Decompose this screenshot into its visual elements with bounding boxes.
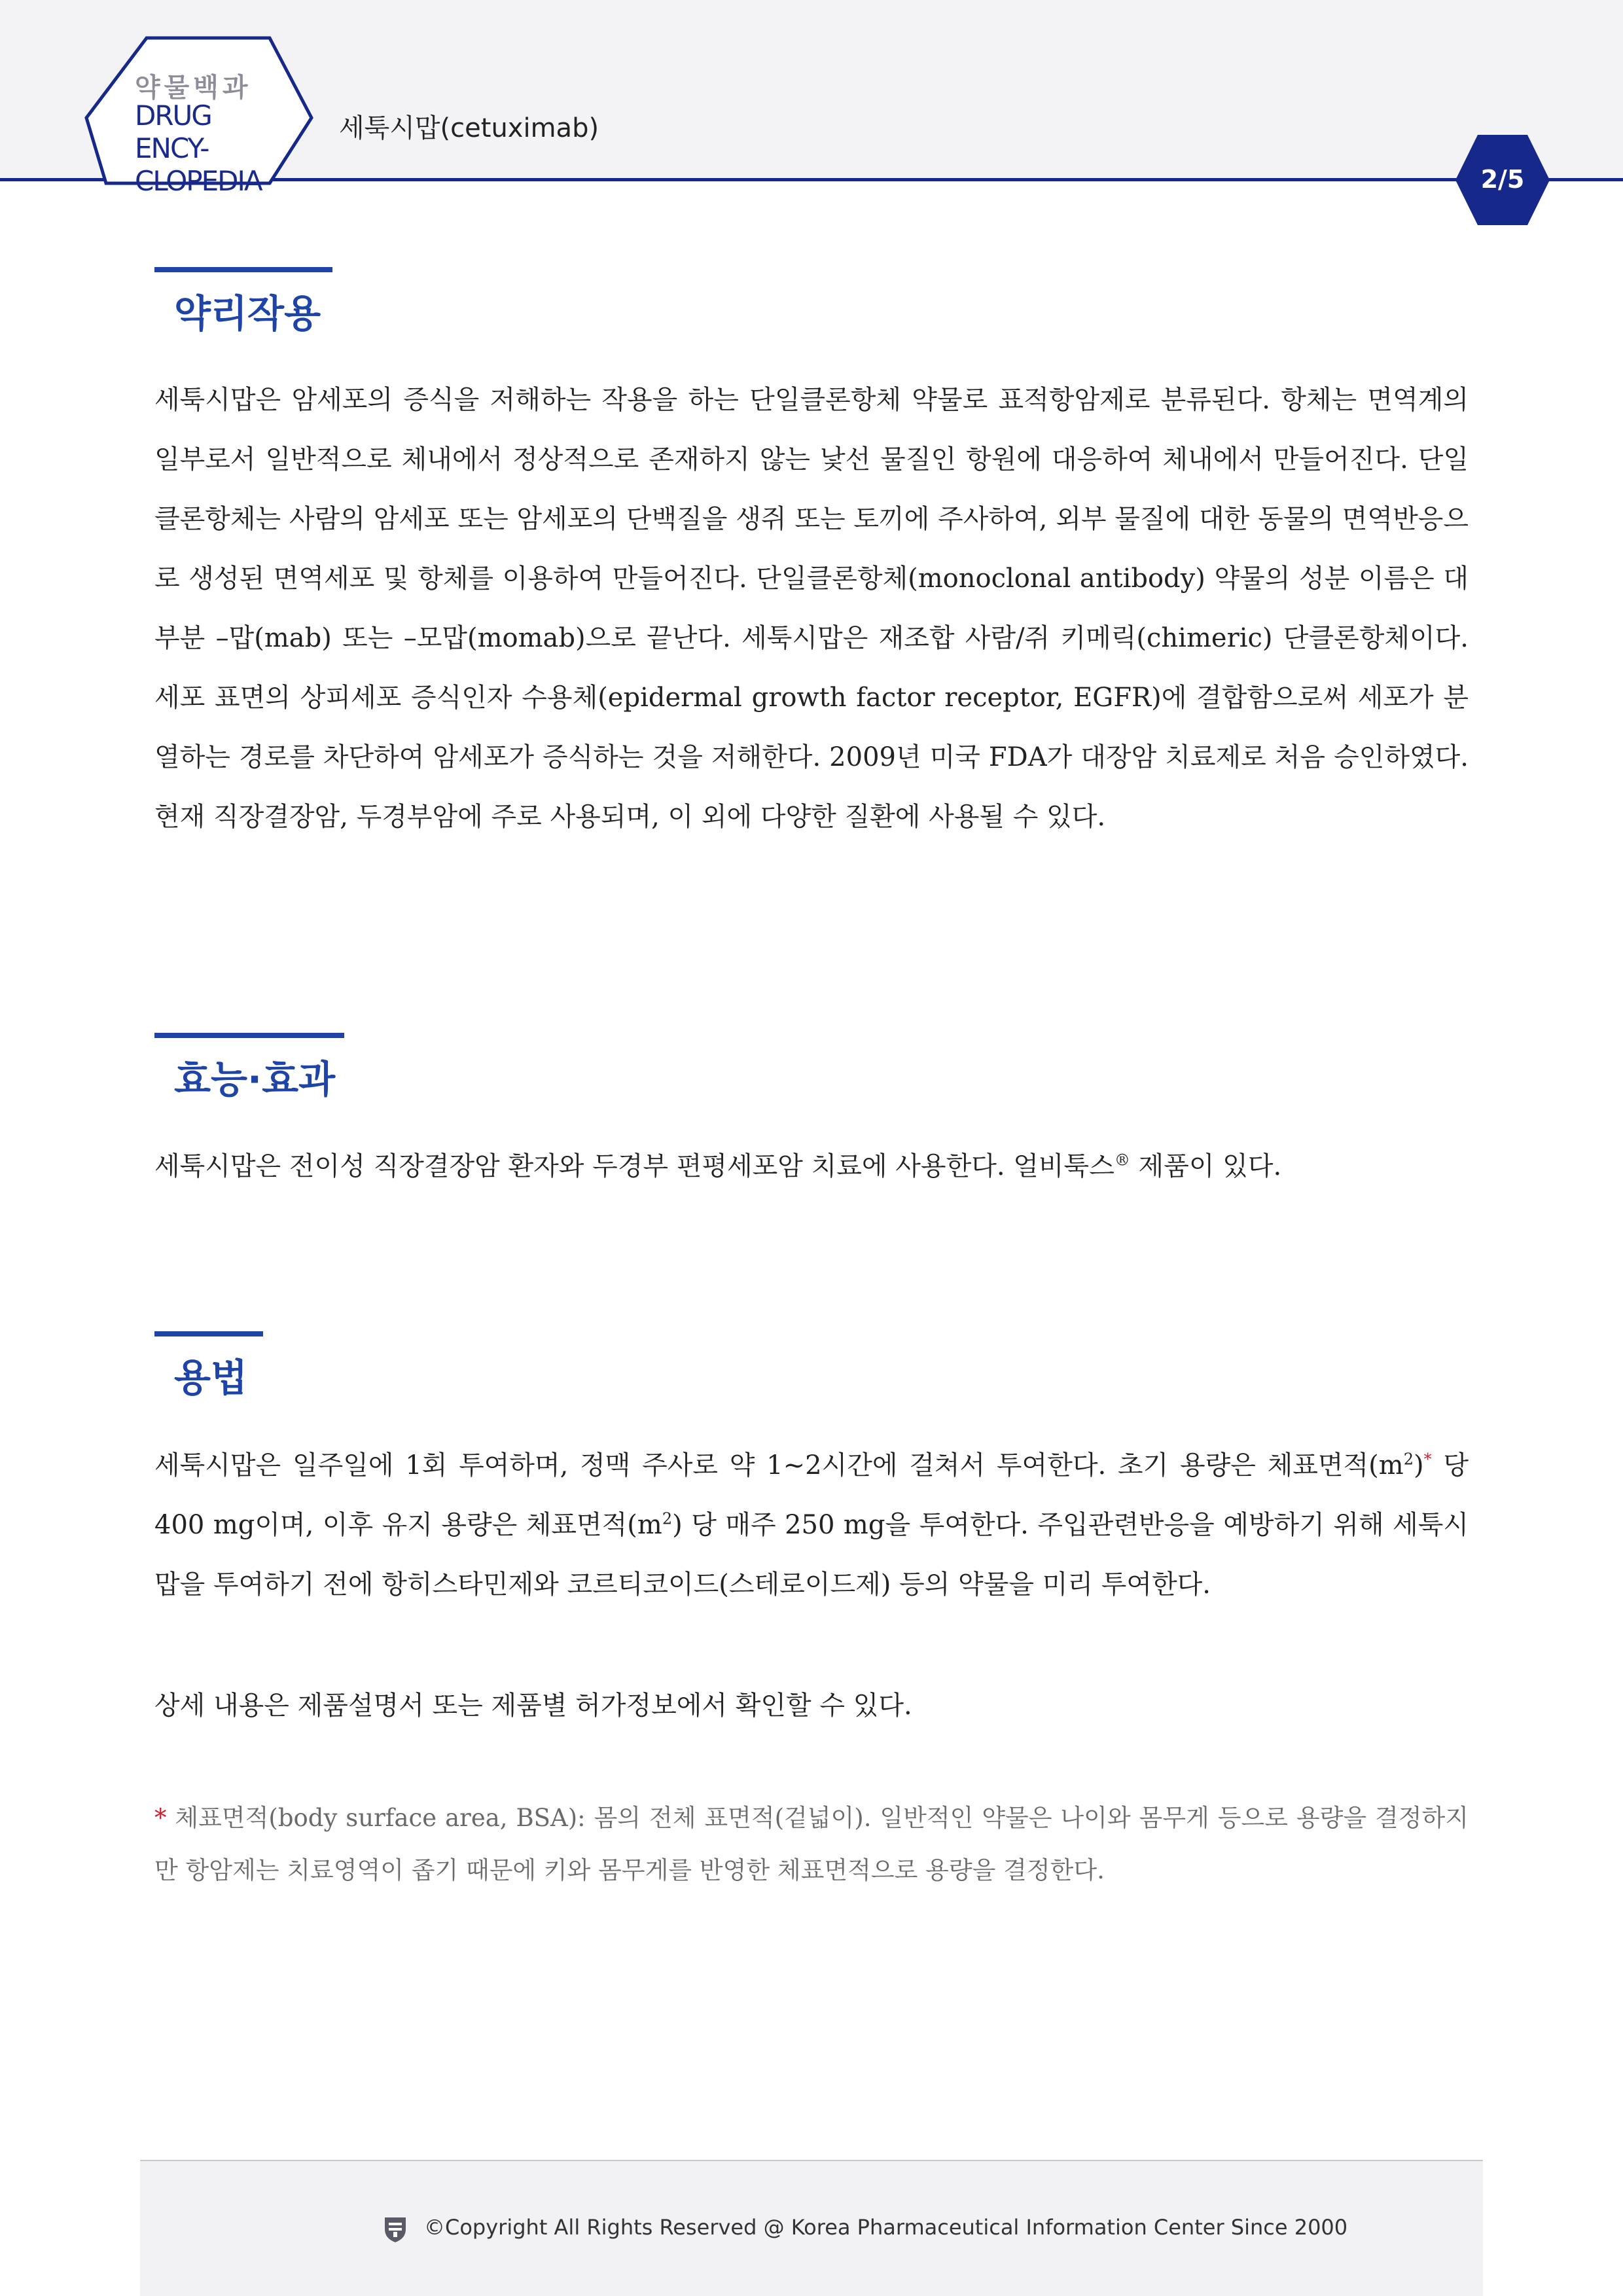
section-title-pharmacology: 약리작용	[174, 291, 321, 336]
footer-divider	[140, 2160, 1483, 2161]
page-indicator: 2/5	[1480, 165, 1525, 194]
efficacy-text: 세툭시맙은 전이성 직장결장암 환자와 두경부 편평세포암 치료에 사용한다. 얼비툭스	[154, 1151, 1115, 1181]
section-title-dosage: 용법	[174, 1355, 248, 1400]
efficacy-body	[154, 1147, 1469, 1186]
section-bar-pharmacology	[154, 267, 332, 272]
superscript-2: 2	[1403, 1450, 1414, 1469]
efficacy-text-end: 제품이 있다.	[1130, 1151, 1282, 1181]
copyright-text: ©Copyright All Rights Reserved @ Korea Pharmaceutical Information Center Since 2000	[424, 2215, 1348, 2240]
dosage-body	[154, 1436, 1469, 1615]
footnote-text: 체표면적(body surface area, BSA): 몸의 전체 표면적(겉넓이). 일반적인 약물은 나이와 몸무게 등으로 용량을 결정하지만 항암제는 치료영역이 좁기 때문에 키와 몸무게를 반영한 체표면적으로 용량을 결정한다.	[154, 1804, 1469, 1884]
section-bar-efficacy	[154, 1033, 344, 1038]
logo-korean-text: 약물백과	[135, 73, 252, 103]
footnote-marker-note: *	[154, 1804, 167, 1832]
logo-en-line2: CLOPEDIA	[135, 165, 262, 197]
dosage-text-b: )	[1414, 1450, 1424, 1480]
dosage-text-d: ) 당 매주 250 mg을 투여한다. 주입관련반응을 예방하기 위해 세툭시맙을 투여하기 전에 항히스타민제와 코르티코이드(스테로이드제) 등의 약물을 미리 투여한다.	[154, 1510, 1469, 1600]
document-title: 세툭시맙(cetuximab)	[339, 113, 599, 143]
dosage-reference: 상세 내용은 제품설명서 또는 제품별 허가정보에서 확인할 수 있다.	[154, 1691, 912, 1721]
section-bar-dosage	[154, 1331, 263, 1336]
footnote	[154, 1792, 1469, 1897]
kpic-emblem-icon	[382, 2215, 408, 2244]
registered-mark: ®	[1114, 1151, 1130, 1170]
logo-english-text	[135, 99, 292, 198]
pharmacology-body: 세툭시맙은 암세포의 증식을 저해하는 작용을 하는 단일클론항체 약물로 표적항암제로 분류된다. 항체는 면역계의 일부로서 일반적으로 체내에서 정상적으로 존재하지 않는 낯선 물질인 항원에 대응하여 체내에서 만들어진다. 단일클론항체는 사람의 암세포 또는 암세포의 단백질을 생쥐 또는 토끼에 주사하여, 외부 물질에 대한 동물의 면역반응으로 생성된 면역세포 및 항체를 이용하여 만들어진다. 단일클론항체(monoclonal antibody) 약물의 성분 이름은 대부분 –맙(mab) 또는 –모맙(momab)으로 끝난다. 세툭시맙은 재조합 사람/쥐 키메릭(chimeric) 단클론항체이다. 세포 표면의 상피세포 증식인자 수용체(epidermal growth factor receptor, EGFR)에 결합함으로써 세포가 분열하는 경로를 차단하여 암세포가 증식하는 것을 저해한다. 2009년 미국 FDA가 대장암 치료제로 처음 승인하였다. 현재 직장결장암, 두경부암에 주로 사용되며, 이 외에 다양한 질환에 사용될 수 있다.	[154, 385, 1469, 832]
dosage-text-a: 세툭시맙은 일주일에 1회 투여하며, 정맥 주사로 약 1~2시간에 걸쳐서 투여한다. 초기 용량은 체표면적(m	[154, 1450, 1404, 1480]
dosage-text-c: 당 400 mg이며, 이후 유지 용량은 체표면적(m	[154, 1450, 1469, 1540]
section-title-efficacy: 효능·효과	[174, 1057, 336, 1102]
logo-en-line1: DRUG ENCY-	[135, 99, 211, 164]
superscript-2: 2	[662, 1509, 673, 1528]
footnote-marker: *	[1423, 1450, 1432, 1469]
